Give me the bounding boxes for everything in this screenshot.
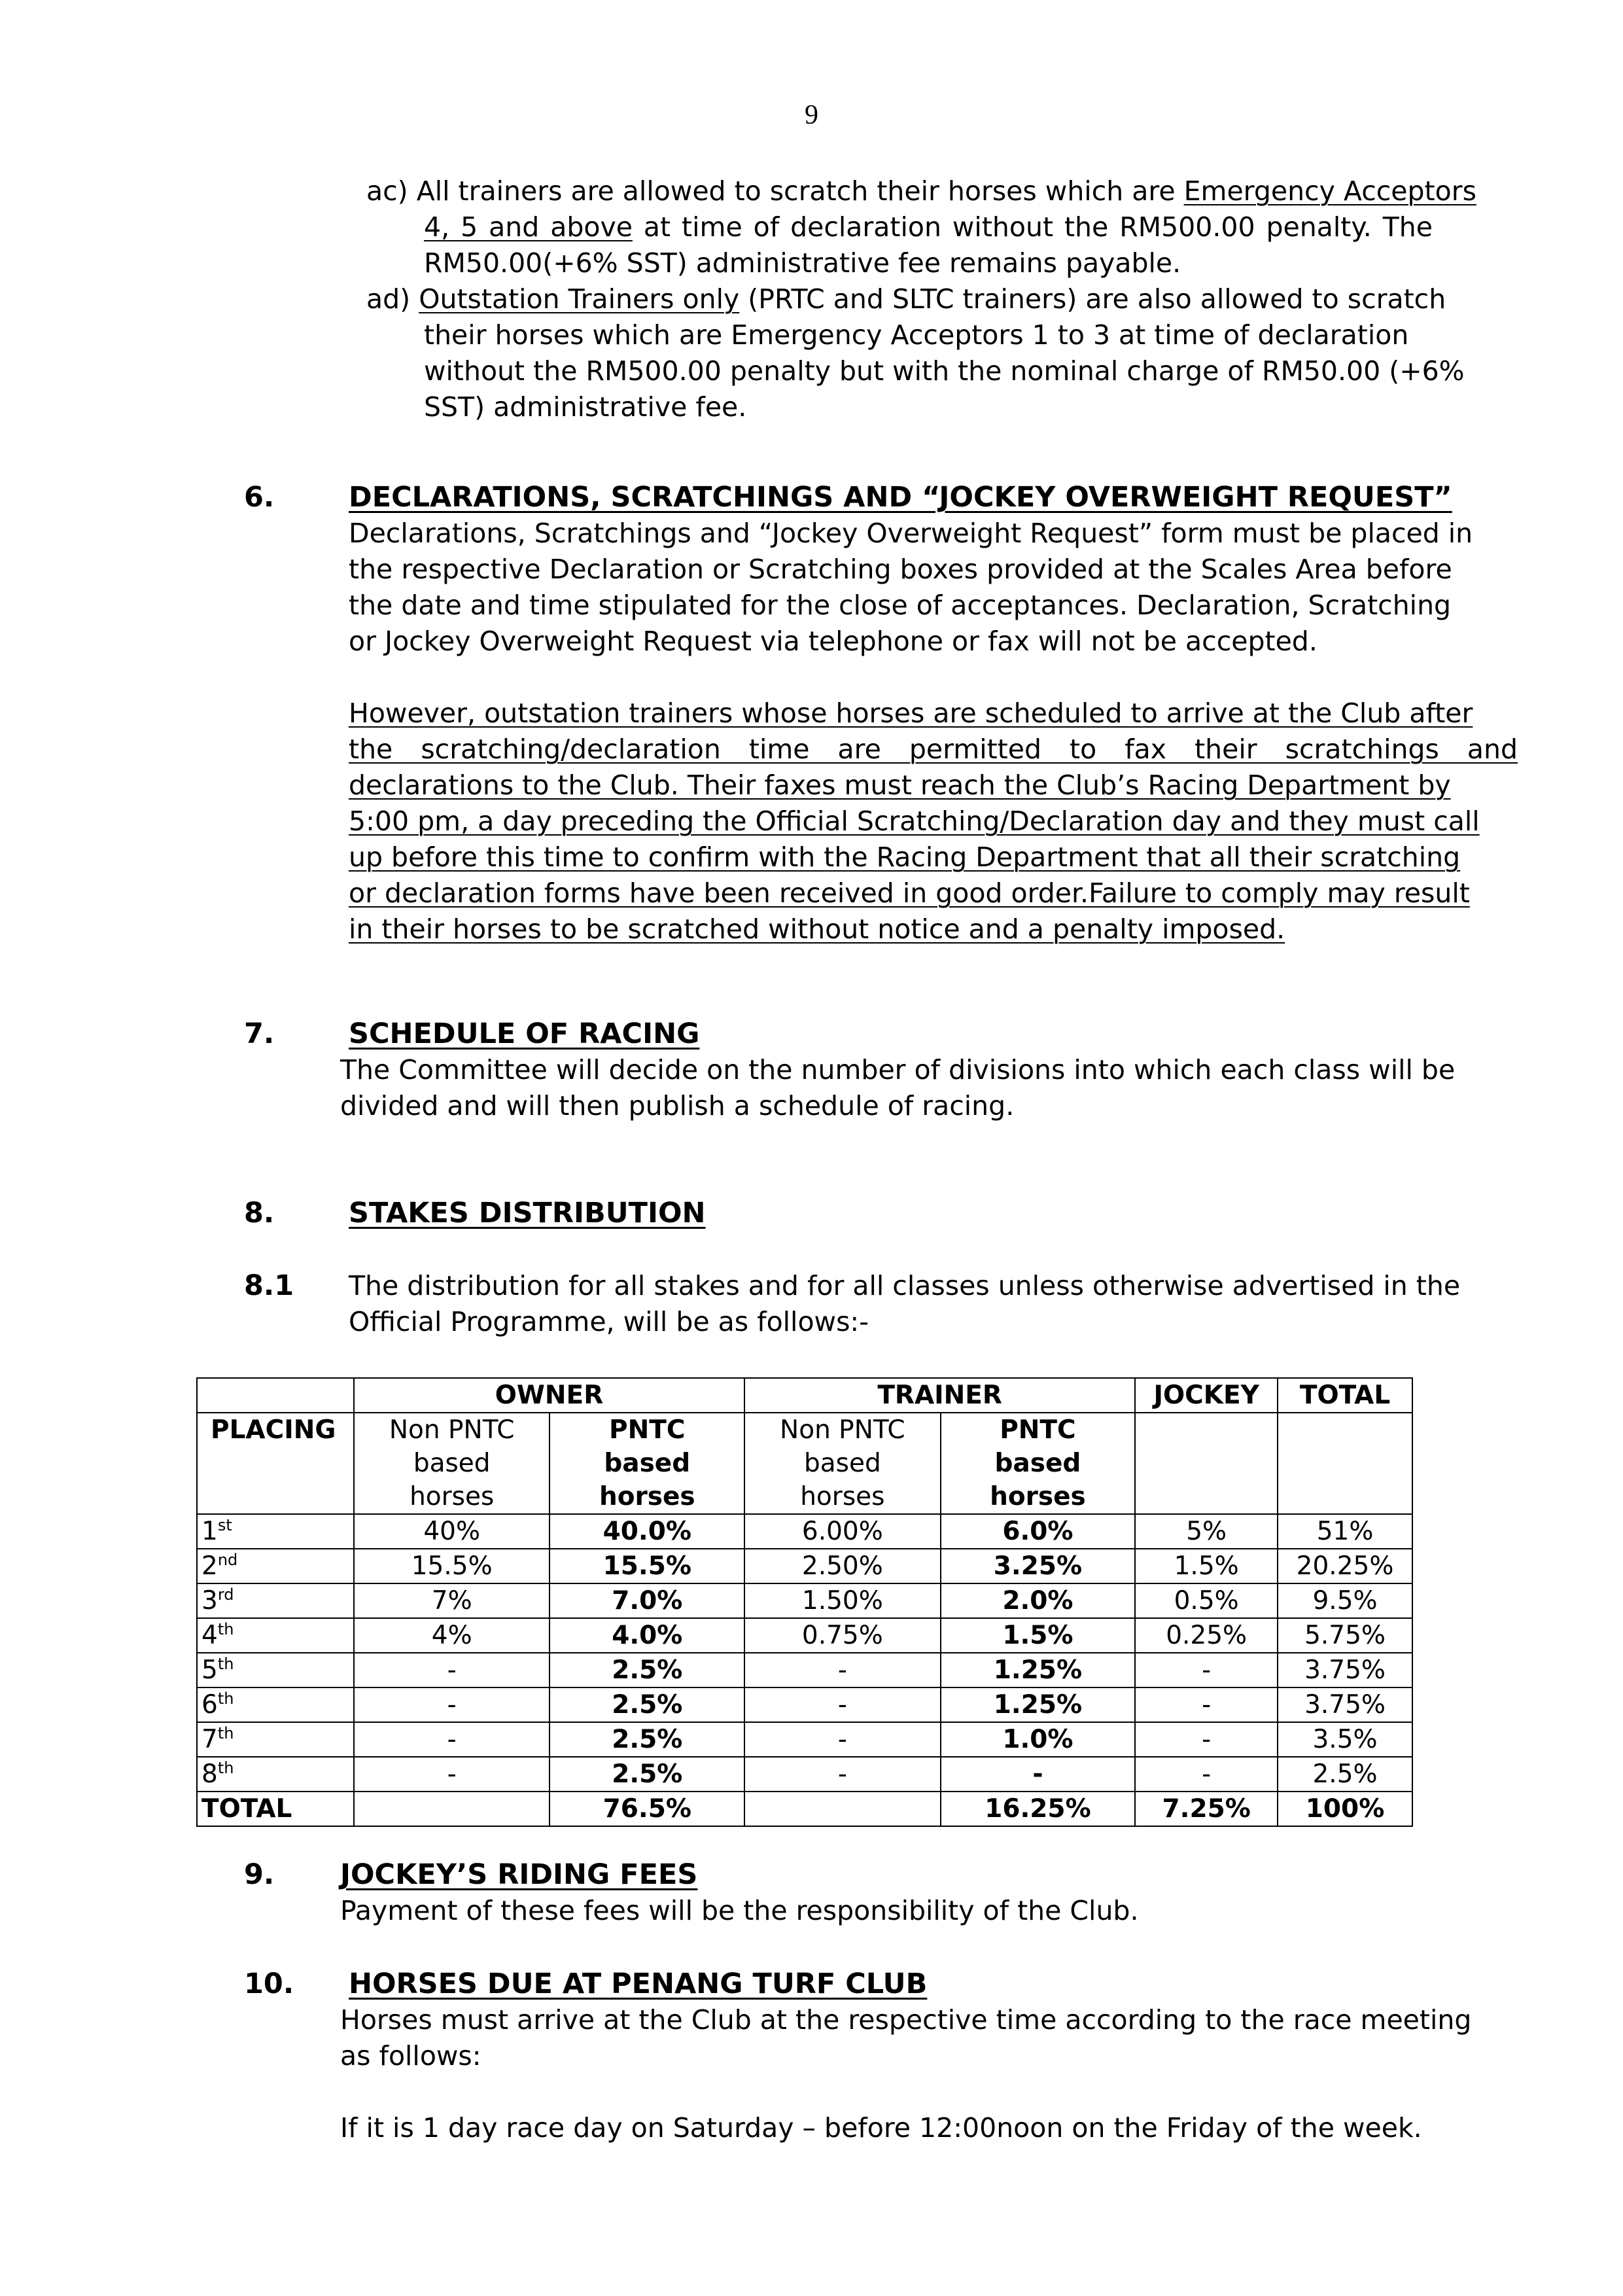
table-row: [197, 1583, 1412, 1618]
trainer-non-pntc-cell: 2.50%: [744, 1549, 941, 1583]
section-6-p2-line: in their horses to be scratched without notice and a penalty imposed.: [349, 913, 1285, 945]
section-10-text: [340, 2002, 1472, 2074]
table-header-row: [197, 1378, 1412, 1413]
placing-suffix: nd: [217, 1551, 238, 1569]
total-cell: 2.5%: [1278, 1757, 1412, 1792]
section-6-p2-line: up before this time to confirm with the Racing Department that all their scratching: [349, 841, 1461, 873]
jockey-cell: 0.5%: [1135, 1583, 1278, 1618]
owner-non-pntc-cell: 4%: [354, 1618, 550, 1653]
clause-ac: [366, 173, 1476, 209]
owner-pntc-cell: 2.5%: [550, 1757, 744, 1792]
owner-non-pntc-cell: 15.5%: [354, 1549, 550, 1583]
table-row: [197, 1757, 1412, 1792]
grand-total: 100%: [1278, 1792, 1412, 1826]
section-6-title: DECLARATIONS, SCRATCHINGS AND “JOCKEY OVERWEIGHT REQUEST”: [349, 481, 1452, 514]
trainer-pntc-cell: 1.25%: [941, 1687, 1136, 1722]
trainer-non-pntc-cell: -: [744, 1687, 941, 1722]
table-cell-empty: [197, 1378, 354, 1413]
stakes-distribution-table: [196, 1377, 1413, 1827]
owner-pntc-total: 76.5%: [550, 1792, 744, 1826]
jockey-cell: -: [1135, 1757, 1278, 1792]
clause-ac-line3: RM50.00(+6% SST) administrative fee remains payable.: [424, 247, 1181, 279]
jockey-cell: -: [1135, 1722, 1278, 1757]
section-6-p2-line: However, outstation trainers whose horses are scheduled to arrive at the Club after: [349, 698, 1473, 729]
placing-number: 6: [201, 1690, 218, 1720]
header-jockey: JOCKEY: [1135, 1378, 1278, 1413]
placing-number: 1: [201, 1517, 218, 1546]
placing-number: 2: [201, 1551, 218, 1581]
section-6-number: 6.: [244, 481, 275, 514]
clause-ad-line1-rest: (PRTC and SLTC trainers) are also allowed to scratch: [739, 283, 1446, 315]
owner-pntc-cell: 2.5%: [550, 1722, 744, 1757]
owner-non-pntc-total: [354, 1792, 550, 1826]
trainer-non-pntc-cell: 6.00%: [744, 1514, 941, 1549]
section-8-1-text: [349, 1268, 1461, 1340]
clause-ac-underlined-1: Emergency Acceptors: [1183, 175, 1476, 207]
section-6-p1-line: or Jockey Overweight Request via telephone or fax will not be accepted.: [349, 626, 1318, 657]
table-cell-empty: [1135, 1413, 1278, 1514]
trainer-pntc-cell: 1.25%: [941, 1653, 1136, 1687]
clause-ad: [366, 281, 1446, 317]
placing-suffix: st: [217, 1516, 232, 1534]
trainer-pntc-total: 16.25%: [941, 1792, 1136, 1826]
section-6-p1-line: Declarations, Scratchings and “Jockey Overweight Request” form must be placed in: [349, 518, 1473, 549]
section-9-title: JOCKEY’S RIDING FEES: [340, 1858, 698, 1891]
section-9-number: 9.: [244, 1858, 275, 1891]
section-7-line: The Committee will decide on the number of divisions into which each class will be: [340, 1054, 1456, 1086]
header-total: TOTAL: [1278, 1378, 1412, 1413]
clause-ac-line2: [424, 209, 1433, 245]
header-owner-pntc: PNTC based horses: [550, 1413, 744, 1514]
trainer-non-pntc-cell: 0.75%: [744, 1618, 941, 1653]
owner-non-pntc-cell: -: [354, 1722, 550, 1757]
clause-ad-line3: without the RM500.00 penalty but with the nominal charge of RM50.00 (+6%: [424, 355, 1465, 387]
header-trainer: TRAINER: [744, 1378, 1135, 1413]
header-trainer-non-pntc: Non PNTC based horses: [744, 1413, 941, 1514]
placing-suffix: th: [217, 1655, 234, 1673]
section-10-number: 10.: [244, 1968, 294, 2000]
section-6-p2-line: the scratching/declaration time are permitted to fax their scratchings and: [349, 733, 1518, 765]
section-6-p1-line: the respective Declaration or Scratching boxes provided at the Scales Area before: [349, 554, 1452, 585]
owner-pntc-cell: 2.5%: [550, 1687, 744, 1722]
section-6-p2-line: declarations to the Club. Their faxes must reach the Club’s Racing Department by: [349, 769, 1451, 801]
section-10-line: as follows:: [340, 2040, 481, 2072]
jockey-cell: -: [1135, 1687, 1278, 1722]
section-8-number: 8.: [244, 1197, 275, 1229]
placing-suffix: rd: [217, 1585, 234, 1604]
placing-suffix: th: [217, 1620, 234, 1638]
header-owner-non-pntc: Non PNTC based horses: [354, 1413, 550, 1514]
trainer-pntc-cell: 6.0%: [941, 1514, 1136, 1549]
table-subheader-row: [197, 1413, 1412, 1514]
trainer-pntc-cell: 2.0%: [941, 1583, 1136, 1618]
owner-non-pntc-cell: -: [354, 1757, 550, 1792]
trainer-non-pntc-cell: -: [744, 1722, 941, 1757]
placing-number: 4: [201, 1621, 218, 1650]
jockey-cell: -: [1135, 1653, 1278, 1687]
header-trainer-pntc: PNTC based horses: [941, 1413, 1136, 1514]
clause-ad-prefix: ad): [366, 283, 419, 315]
total-cell: 3.75%: [1278, 1653, 1412, 1687]
table-row: [197, 1722, 1412, 1757]
total-cell: 51%: [1278, 1514, 1412, 1549]
jockey-cell: 1.5%: [1135, 1549, 1278, 1583]
clause-ad-underlined: Outstation Trainers only: [419, 283, 740, 315]
total-cell: 3.75%: [1278, 1687, 1412, 1722]
table-row: [197, 1687, 1412, 1722]
clause-ad-line2: their horses which are Emergency Acceptors 1 to 3 at time of declaration: [424, 319, 1409, 351]
clause-ad-line4: SST) administrative fee.: [424, 391, 747, 423]
section-10-note: If it is 1 day race day on Saturday – before 12:00noon on the Friday of the week.: [340, 2112, 1422, 2144]
placing-number: 7: [201, 1725, 218, 1754]
owner-pntc-cell: 40.0%: [550, 1514, 744, 1549]
section-8-1-line: Official Programme, will be as follows:-: [349, 1306, 869, 1337]
section-7-title: SCHEDULE OF RACING: [349, 1017, 700, 1050]
owner-pntc-cell: 4.0%: [550, 1618, 744, 1653]
section-8-1-line: The distribution for all stakes and for all classes unless otherwise advertised in the: [349, 1270, 1461, 1301]
owner-non-pntc-cell: 7%: [354, 1583, 550, 1618]
section-6-paragraph-1: [349, 516, 1473, 660]
trainer-pntc-cell: 3.25%: [941, 1549, 1136, 1583]
table-total-row: [197, 1792, 1412, 1826]
table-row: [197, 1549, 1412, 1583]
trainer-non-pntc-cell: 1.50%: [744, 1583, 941, 1618]
trainer-non-pntc-cell: -: [744, 1757, 941, 1792]
placing-suffix: th: [217, 1689, 234, 1708]
total-row-label: TOTAL: [197, 1792, 354, 1826]
owner-pntc-cell: 2.5%: [550, 1653, 744, 1687]
clause-ac-line2-rest: at time of declaration without the RM500.00 penalty. The: [632, 211, 1433, 243]
section-10-line: Horses must arrive at the Club at the respective time according to the race meeting: [340, 2004, 1472, 2036]
section-9-text: Payment of these fees will be the responsibility of the Club.: [340, 1895, 1139, 1926]
section-6-p2-line: 5:00 pm, a day preceding the Official Scratching/Declaration day and they must call: [349, 805, 1480, 837]
total-cell: 3.5%: [1278, 1722, 1412, 1757]
trainer-pntc-cell: 1.0%: [941, 1722, 1136, 1757]
section-10-title: HORSES DUE AT PENANG TURF CLUB: [349, 1968, 928, 2000]
total-cell: 5.75%: [1278, 1618, 1412, 1653]
section-7-line: divided and will then publish a schedule of racing.: [340, 1090, 1015, 1122]
page-number: 9: [805, 100, 818, 130]
table-cell-empty: [1278, 1413, 1412, 1514]
section-8-1-number: 8.1: [244, 1269, 294, 1302]
trainer-non-pntc-cell: -: [744, 1653, 941, 1687]
jockey-total: 7.25%: [1135, 1792, 1278, 1826]
jockey-cell: 0.25%: [1135, 1618, 1278, 1653]
section-7-number: 7.: [244, 1017, 275, 1050]
table-row: [197, 1653, 1412, 1687]
table-row: [197, 1618, 1412, 1653]
header-placing: PLACING: [197, 1413, 354, 1514]
owner-non-pntc-cell: 40%: [354, 1514, 550, 1549]
total-cell: 20.25%: [1278, 1549, 1412, 1583]
owner-non-pntc-cell: -: [354, 1687, 550, 1722]
owner-pntc-cell: 15.5%: [550, 1549, 744, 1583]
section-6-p2-line: or declaration forms have been received in good order.Failure to comply may result: [349, 877, 1470, 909]
section-7-text: [340, 1052, 1456, 1124]
placing-number: 8: [201, 1759, 218, 1789]
placing-suffix: th: [217, 1724, 234, 1742]
table-row: [197, 1514, 1412, 1549]
trainer-non-pntc-total: [744, 1792, 941, 1826]
total-cell: 9.5%: [1278, 1583, 1412, 1618]
owner-non-pntc-cell: -: [354, 1653, 550, 1687]
section-8-title: STAKES DISTRIBUTION: [349, 1197, 706, 1229]
trainer-pntc-cell: -: [941, 1757, 1136, 1792]
jockey-cell: 5%: [1135, 1514, 1278, 1549]
trainer-pntc-cell: 1.5%: [941, 1618, 1136, 1653]
section-6-p1-line: the date and time stipulated for the close of acceptances. Declaration, Scratching: [349, 590, 1452, 621]
placing-suffix: th: [217, 1759, 234, 1777]
header-owner: OWNER: [354, 1378, 744, 1413]
section-6-paragraph-2: [349, 696, 1518, 947]
clause-ac-underlined-2: 4, 5 and above: [424, 211, 633, 243]
placing-number: 5: [201, 1655, 218, 1685]
clause-ac-prefix: ac) All trainers are allowed to scratch their horses which are: [366, 175, 1184, 207]
placing-number: 3: [201, 1586, 218, 1616]
owner-pntc-cell: 7.0%: [550, 1583, 744, 1618]
